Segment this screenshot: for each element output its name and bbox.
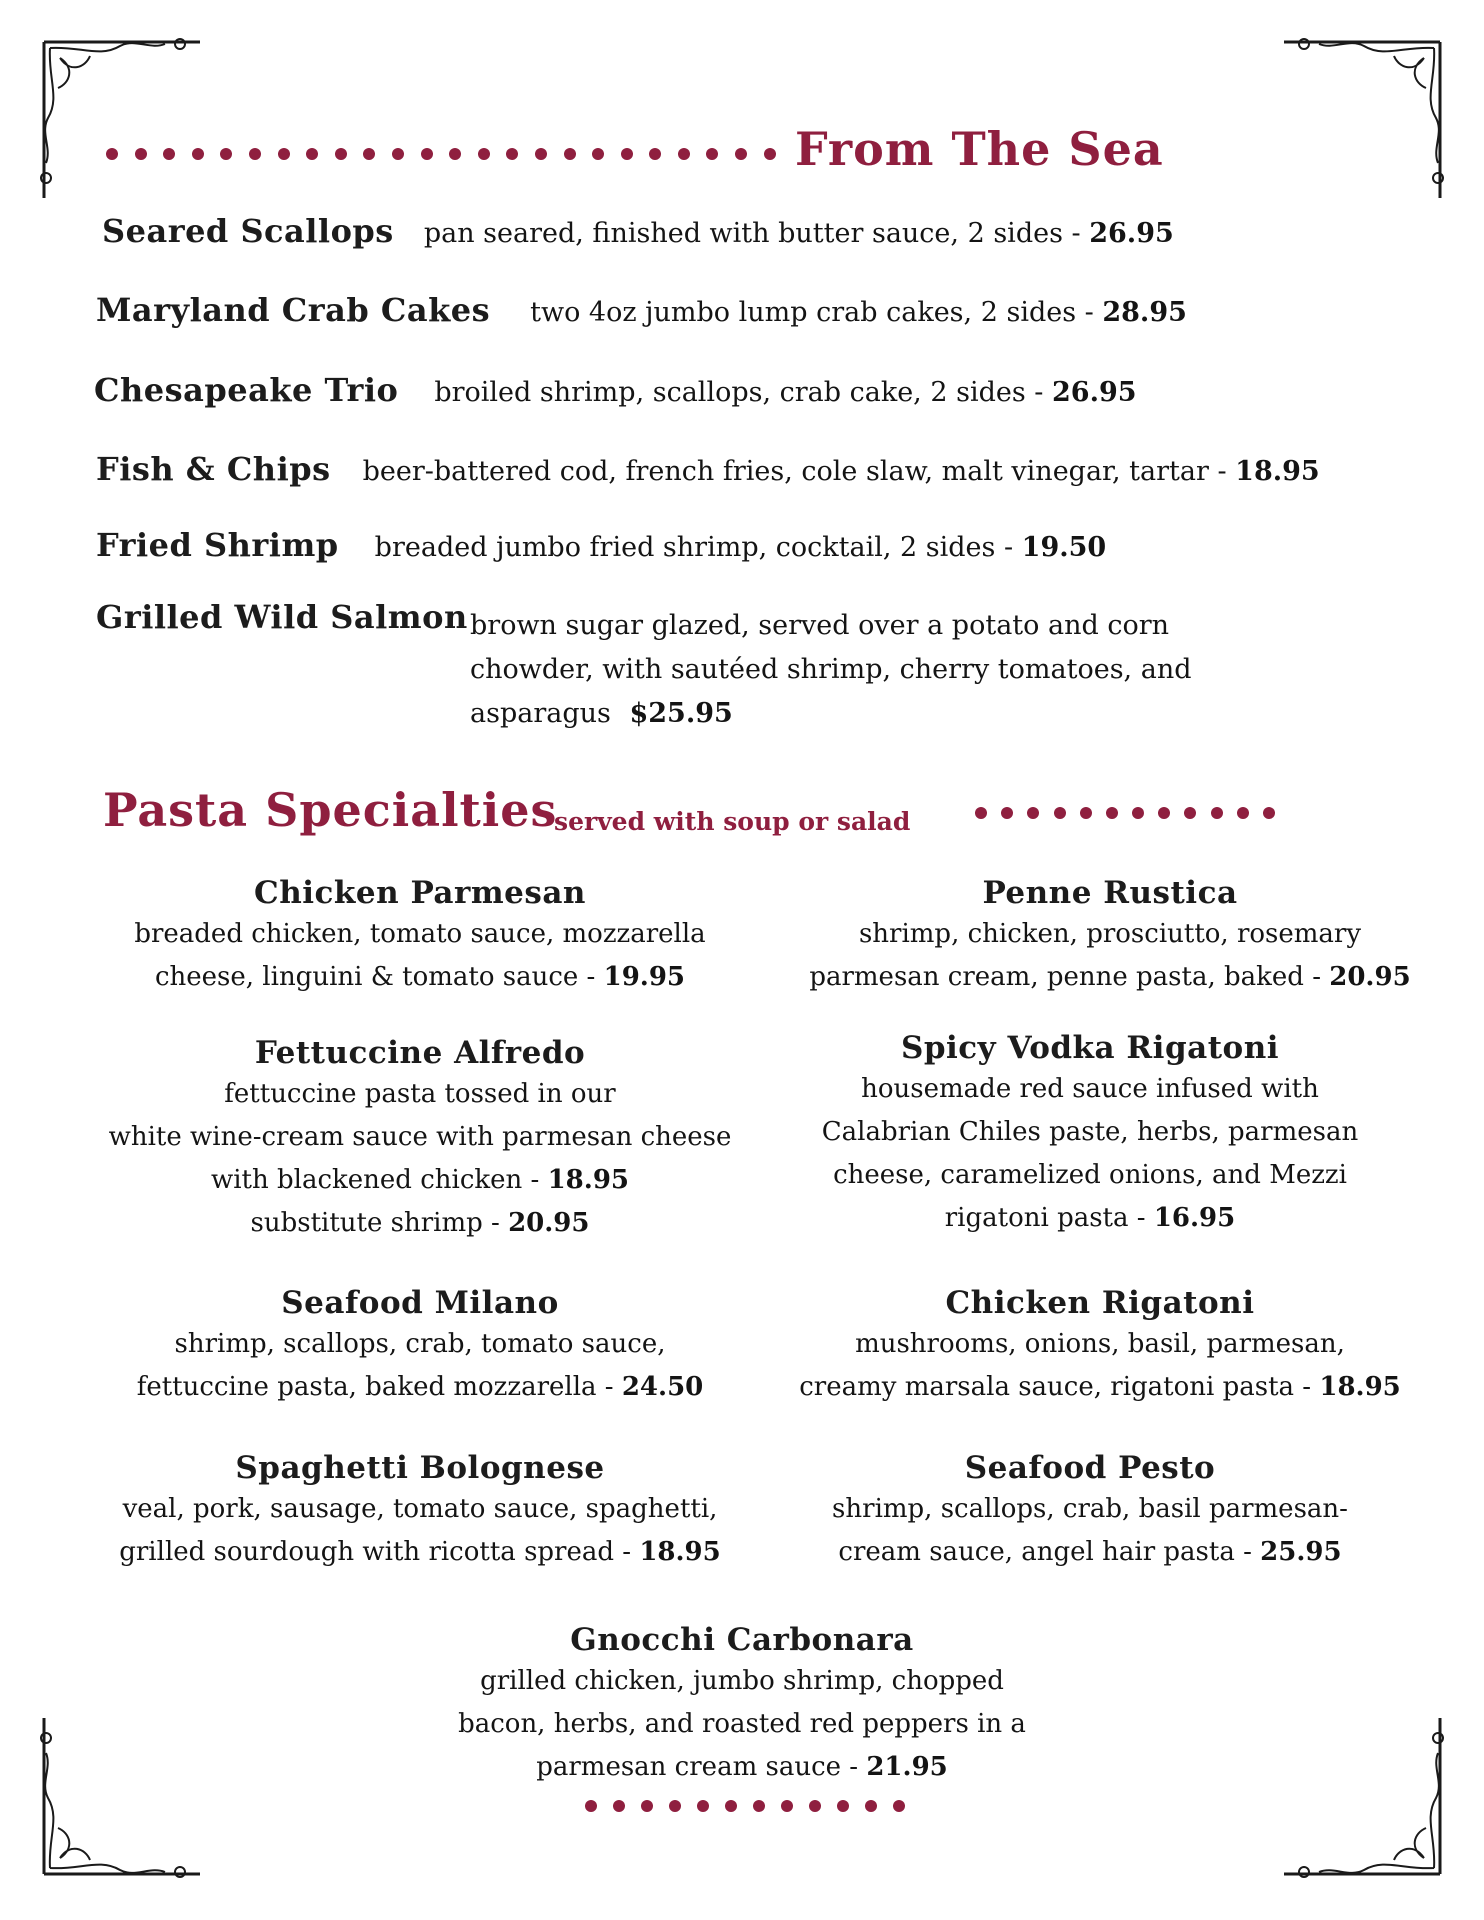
description-line: shrimp, scallops, crab, basil parmesan- (832, 1494, 1348, 1524)
description-line: Calabrian Chiles paste, herbs, parmesan (821, 1117, 1359, 1147)
item-description (60, 1323, 780, 1409)
item-name: Fried Shrimp (96, 526, 339, 564)
item-price: 26.95 (1089, 218, 1174, 249)
item-name: Grilled Wild Salmon (96, 598, 468, 636)
description-line: parmesan cream, penne pasta, baked - (809, 962, 1330, 992)
divider-dot (613, 1800, 625, 1812)
item-name: Seared Scallops (102, 212, 394, 250)
menu-item-seafood-milano (60, 1283, 780, 1409)
description-line: fettuccine pasta tossed in our (224, 1079, 616, 1109)
divider-dot (421, 148, 433, 160)
item-description (60, 913, 780, 999)
menu-item-spaghetti-bolognese (60, 1448, 780, 1574)
item-price: 20.95 (1329, 962, 1411, 992)
menu-item-gnocchi-carbonara (392, 1620, 1092, 1789)
item-name: Chesapeake Trio (94, 371, 399, 409)
item-description: broiled shrimp, scallops, crab cake, 2 sides - (434, 377, 1053, 408)
item-description: beer-battered cod, french fries, cole slaw, malt vinegar, tartar - (362, 456, 1236, 487)
item-description (760, 1323, 1440, 1409)
divider-dot (535, 148, 547, 160)
item-description (760, 913, 1460, 999)
divider-dot (1001, 807, 1013, 819)
divider-dot (1132, 807, 1144, 819)
description-line: breaded chicken, tomato sauce, mozzarella (134, 919, 706, 949)
description-line: white wine-cream sauce with parmesan cheese (108, 1122, 732, 1152)
item-price: 18.95 (639, 1537, 721, 1567)
item-description (760, 1068, 1420, 1240)
divider-dot (1184, 807, 1196, 819)
description-line: grilled sourdough with ricotta spread - (119, 1537, 640, 1567)
divider-dot (893, 1800, 905, 1812)
divider-dot (865, 1800, 877, 1812)
item-price: 24.50 (621, 1372, 704, 1402)
menu-item-fish-and-chips (96, 450, 1320, 488)
item-name: Fish & Chips (96, 450, 331, 488)
dotted-divider-sea (106, 148, 776, 160)
divider-dot (192, 148, 204, 160)
divider-dot (764, 148, 776, 160)
divider-dot (809, 1800, 821, 1812)
item-description: two 4oz jumbo lump crab cakes, 2 sides - (530, 297, 1103, 328)
description-line: brown sugar glazed, served over a potato and corn (470, 610, 1170, 641)
item-name: Gnocchi Carbonara (570, 1622, 914, 1658)
item-description: pan seared, finished with butter sauce, 2 sides - (423, 218, 1090, 249)
divider-dot (106, 148, 118, 160)
description-line: housemade red sauce infused with (861, 1074, 1319, 1104)
divider-dot (278, 148, 290, 160)
divider-dot (1106, 807, 1118, 819)
item-price: 16.95 (1153, 1203, 1236, 1233)
description-line: parmesan cream sauce - (536, 1752, 867, 1782)
item-name: Chicken Rigatoni (945, 1285, 1255, 1321)
description-line: chowder, with sautéed shrimp, cherry tomatoes, and (470, 654, 1192, 685)
item-description (60, 1488, 780, 1574)
menu-item-seafood-pesto (760, 1448, 1420, 1574)
item-name: Seafood Milano (281, 1285, 559, 1321)
item-description (470, 604, 1250, 736)
item-price: 18.95 (1235, 456, 1320, 487)
description-line: fettuccine pasta, baked mozzarella - (136, 1372, 622, 1402)
divider-dot (1211, 807, 1223, 819)
description-line: rigatoni pasta - (944, 1203, 1154, 1233)
description-line: grilled chicken, jumbo shrimp, chopped (480, 1666, 1004, 1696)
description-line: creamy marsala sauce, rigatoni pasta - (799, 1372, 1320, 1402)
description-line: asparagus (470, 698, 620, 729)
divider-dot (1080, 807, 1092, 819)
description-line: cheese, caramelized onions, and Mezzi (833, 1160, 1347, 1190)
divider-dot (306, 148, 318, 160)
description-line: cream sauce, angel hair pasta - (838, 1537, 1261, 1567)
divider-dot (592, 148, 604, 160)
divider-dot (220, 148, 232, 160)
item-name: Maryland Crab Cakes (96, 291, 491, 329)
divider-dot (781, 1800, 793, 1812)
dotted-divider-pasta (975, 807, 1275, 819)
divider-dot (506, 148, 518, 160)
item-description (760, 1488, 1420, 1574)
item-price: 19.50 (1021, 532, 1107, 563)
section-title-pasta-specialties: Pasta Specialties (103, 783, 558, 837)
divider-dot (1263, 807, 1275, 819)
item-price: 28.95 (1102, 297, 1187, 328)
menu-item-seared-scallops (102, 212, 1174, 250)
divider-dot (249, 148, 261, 160)
divider-dot (678, 148, 690, 160)
divider-dot (135, 148, 147, 160)
menu-item-spicy-vodka-rigatoni (760, 1028, 1420, 1240)
divider-dot (363, 148, 375, 160)
menu-item-chicken-parmesan (60, 873, 780, 999)
substitute-price: 20.95 (508, 1208, 590, 1238)
divider-dot (975, 807, 987, 819)
menu-item-penne-rustica (760, 873, 1460, 999)
corner-ornament-top-right (1274, 38, 1444, 208)
divider-dot (837, 1800, 849, 1812)
menu-item-chicken-rigatoni (760, 1283, 1440, 1409)
description-line: cheese, linguini & tomato sauce - (154, 962, 604, 992)
item-price: 19.95 (603, 962, 686, 992)
description-line: mushrooms, onions, basil, parmesan, (855, 1329, 1345, 1359)
menu-item-fettuccine-alfredo (60, 1033, 780, 1245)
item-name: Penne Rustica (982, 875, 1238, 911)
divider-dot (1027, 807, 1039, 819)
item-name: Seafood Pesto (964, 1450, 1216, 1486)
item-price: 25.95 (1260, 1537, 1342, 1567)
item-name: Fettuccine Alfredo (254, 1035, 586, 1071)
item-description (60, 1073, 780, 1245)
divider-dot (706, 148, 718, 160)
dotted-divider-bottom (585, 1800, 905, 1812)
divider-dot (735, 148, 747, 160)
divider-dot (641, 1800, 653, 1812)
divider-dot (478, 148, 490, 160)
menu-item-chesapeake-trio (94, 371, 1137, 409)
item-name: Spicy Vodka Rigatoni (900, 1030, 1280, 1066)
divider-dot (621, 148, 633, 160)
divider-dot (564, 148, 576, 160)
item-price: 18.95 (547, 1165, 630, 1195)
divider-dot (1158, 807, 1170, 819)
item-description: breaded jumbo fried shrimp, cocktail, 2 sides - (374, 532, 1022, 563)
divider-dot (697, 1800, 709, 1812)
description-line: shrimp, chicken, prosciutto, rosemary (858, 919, 1362, 949)
divider-dot (753, 1800, 765, 1812)
divider-dot (669, 1800, 681, 1812)
description-line: bacon, herbs, and roasted red peppers in a (458, 1709, 1026, 1739)
section-subtitle: served with soup or salad (554, 807, 911, 836)
divider-dot (449, 148, 461, 160)
menu-item-maryland-crab-cakes (96, 291, 1187, 329)
divider-dot (163, 148, 175, 160)
divider-dot (335, 148, 347, 160)
item-price: 18.95 (1319, 1372, 1401, 1402)
substitute-option: substitute shrimp - (250, 1208, 509, 1238)
divider-dot (1237, 807, 1249, 819)
menu-item-fried-shrimp (96, 526, 1106, 564)
item-name: Chicken Parmesan (254, 875, 586, 911)
item-price: $25.95 (629, 698, 733, 729)
item-price: 21.95 (866, 1752, 948, 1782)
divider-dot (1054, 807, 1066, 819)
description-line: veal, pork, sausage, tomato sauce, spaghetti, (122, 1494, 718, 1524)
corner-ornament-bottom-right (1274, 1708, 1444, 1878)
item-description (392, 1660, 1092, 1789)
divider-dot (649, 148, 661, 160)
section-title-from-the-sea: From The Sea (795, 122, 1164, 176)
divider-dot (725, 1800, 737, 1812)
divider-dot (392, 148, 404, 160)
divider-dot (585, 1800, 597, 1812)
description-line: shrimp, scallops, crab, tomato sauce, (174, 1329, 666, 1359)
corner-ornament-bottom-left (40, 1708, 210, 1878)
corner-ornament-top-left (40, 38, 210, 208)
description-line: with blackened chicken - (210, 1165, 548, 1195)
item-price: 26.95 (1052, 377, 1137, 408)
item-name: Spaghetti Bolognese (235, 1450, 605, 1486)
